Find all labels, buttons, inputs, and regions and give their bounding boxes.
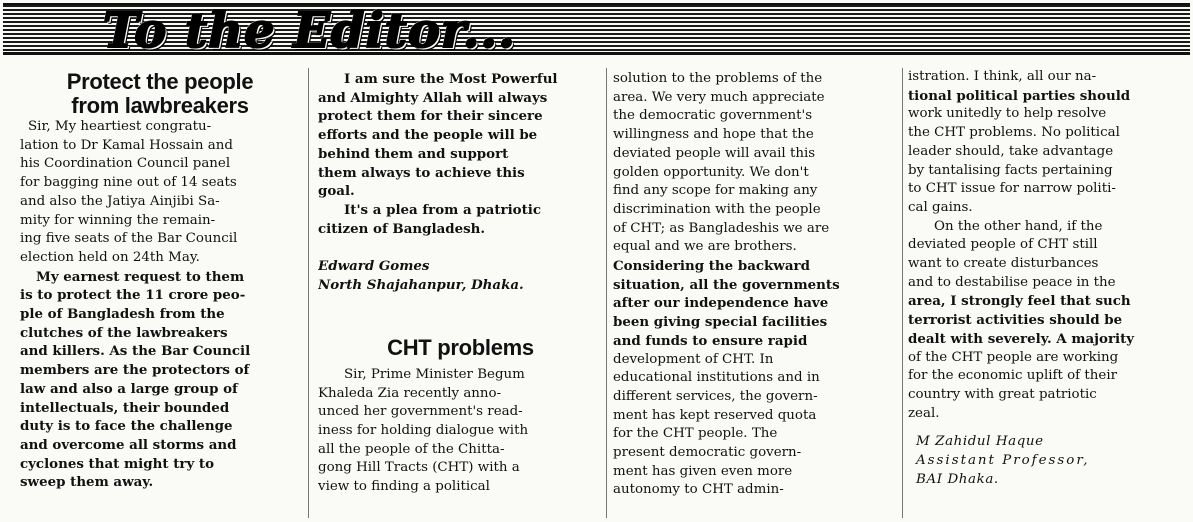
column-rule (902, 68, 903, 518)
column-2 (318, 70, 603, 518)
section-title: To the Editor... (103, 3, 516, 59)
letter1-para4: It's a plea from a patriotic citizen of Bangladesh. (318, 201, 542, 237)
column-1 (20, 70, 300, 518)
letter1-para1: Sir, My heartiest congratu- lation to Dr Kamal Hossain and his Coordination Council panel for bagging nine out of 14 seats and also the Jatiya Ainjibi Sa- mity for winning the remain- ing five seats of the Bar Council election held on 24th May. (20, 119, 238, 265)
letter2-col3-text: solution to the problems of the area. We very much appreciate the democratic government's willingness and hope that the deviated people will avail this golden opportunity. We don't find any scope for making any discrimination with the people of CHT; as Bangladeshis we are equal and we are brothers. Considering the backward situation, all the governments after our independence have been giving special facilities and funds to ensure rapid development of CHT. In educational institutions and in different services, the govern- ment has kept reserved quota for the CHT people. The present democratic govern- ment has given even more autonomy to CHT admin- (613, 71, 840, 498)
letter1-heading: Protect the people from lawbreakers (66, 70, 254, 118)
letter1-signature: Edward Gomes North Shajahanpur, Dhaka. (318, 258, 524, 293)
column-4 (908, 68, 1188, 516)
letter2-signature: M Zahidul Haque Assistant Professor, BAI Dhaka. (916, 434, 1090, 487)
section-banner (3, 3, 1190, 59)
letter1-para2: My earnest request to them is to protect the 11 crore peo- ple of Bangladesh from the clutches of the lawbreakers and killers. As the Bar Council members are the protectors of law and also a large group of intellectuals, their bounded duty is to face the challenge and overcome all storms and cyclones that might try to sweep them away. (20, 268, 251, 491)
column-rule (606, 68, 607, 518)
letter1-para3: I am sure the Most Powerful and Almighty Allah will always protect them for their sincere efforts and the people will be behind them and support them always to achieve this goal. (318, 71, 558, 200)
letter2-para1: Sir, Prime Minister Begum Khaleda Zia recently anno- unced her government's read- iness for holding dialogue with all the people of the Chitta- gong Hill Tracts (CHT) with a view to finding a political (318, 366, 529, 495)
letter2-heading: CHT problems (387, 334, 534, 360)
letter2-col4-para2: On the other hand, if the deviated people of CHT still want to create disturbances and to destabilise peace in the area, I strongly feel that such terrorist activities should be dealt with severely. A majority of the CHT people are working for the economic uplift of their country with great patriotic zeal. (908, 218, 1135, 421)
column-rule (308, 68, 309, 518)
letter2-col4-para1: istration. I think, all our na- tional political parties should work unitedly to help resolve the CHT problems. No political leader should, take advantage by tantalising facts pertaining to CHT issue for narrow politi- cal gains. (908, 69, 1131, 215)
column-3 (613, 70, 898, 518)
